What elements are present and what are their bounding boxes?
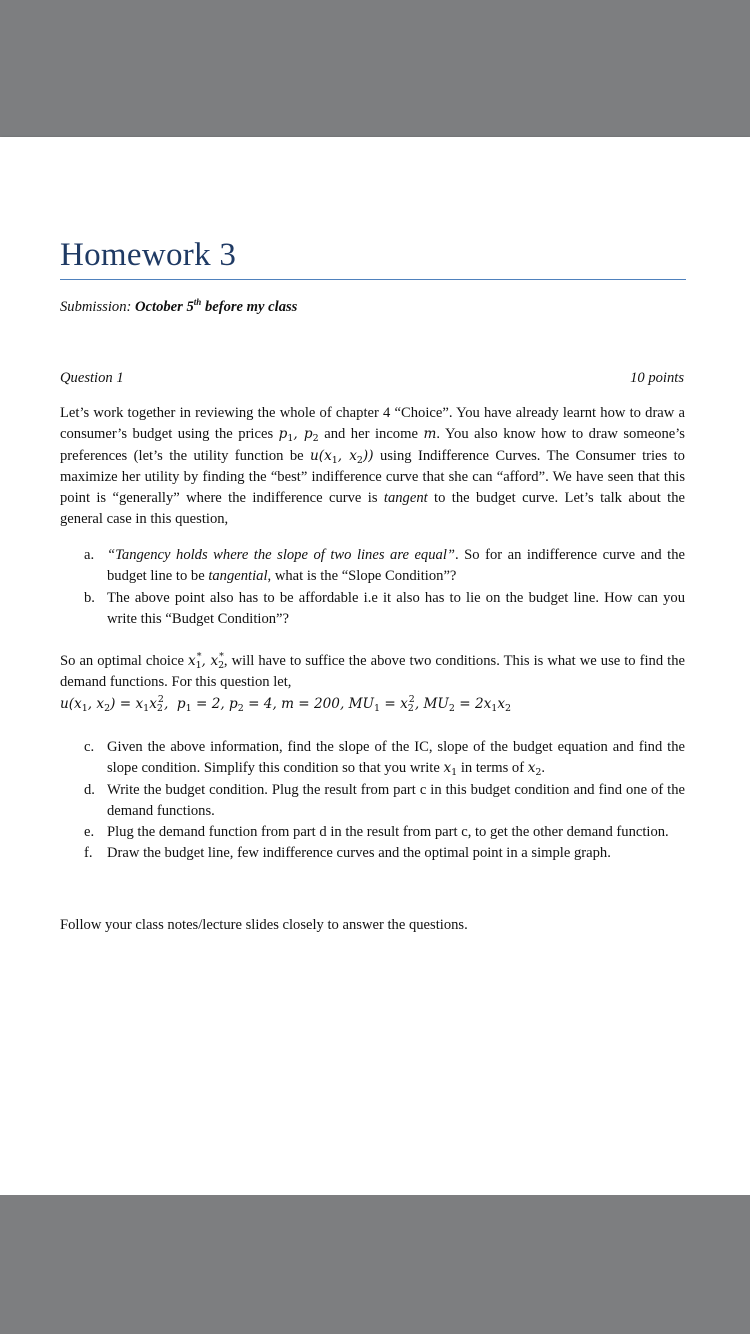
viewer-backdrop-top xyxy=(0,0,750,137)
list-item-f xyxy=(84,843,685,864)
list-item-e xyxy=(84,822,685,843)
item-f-text: Draw the budget line, few indifference curves and the optimal point in a simple graph. xyxy=(107,845,611,862)
item-b-text: The above point also has to be affordable i.e it also has to lie on the budget line. How can you write this “Budget Condition”? xyxy=(107,589,685,627)
list-marker: c. xyxy=(84,739,95,755)
question-header xyxy=(60,370,684,387)
intro-text-5: to the budget curve. Let’s talk about the general case in this question, xyxy=(60,490,685,528)
formula-problem-setup: $u(x_1$, $x_2) = x_1x_2^2$, $p_1 = 2$, $p_2 = 4$, m = 200, $MU_1 = x_2^2$, $MU_2 = 2x_1x_2$ xyxy=(60,693,512,714)
formula-prices: $p_1$, $p_2$ xyxy=(278,426,319,445)
item-c-text-3: . xyxy=(541,760,546,777)
optimal-paragraph xyxy=(60,651,685,715)
item-a-emphasis-2: tangential xyxy=(208,568,268,585)
viewer-backdrop-bottom xyxy=(0,1195,750,1334)
submission-prefix: Submission: xyxy=(60,299,135,315)
intro-text-2: and her income xyxy=(318,426,424,443)
list-ab xyxy=(84,545,685,630)
list-item-c xyxy=(84,737,685,780)
intro-emphasis: tangent xyxy=(383,490,428,507)
intro-paragraph xyxy=(60,403,685,531)
intro-text-1: Let’s work together in reviewing the whole of chapter 4 “Choice”. You have already learnt how to draw a consumer’s budget using the prices xyxy=(60,405,685,443)
list-item-a xyxy=(84,545,685,588)
submission-date-sup: th xyxy=(193,297,202,307)
page-title: Homework 3 xyxy=(60,237,237,273)
optimal-text-1: So an optimal choice xyxy=(60,653,188,669)
list-item-b xyxy=(84,588,685,631)
list-marker: d. xyxy=(84,781,95,798)
formula-x2: $x_2$ xyxy=(527,760,542,779)
item-d-text: Write the budget condition. Plug the result from part c in this budget condition and find one of the demand functions. xyxy=(107,781,685,819)
intro-text-3: . You also know how to draw someone’s preferences (let’s the utility function be xyxy=(60,426,685,464)
item-c-text-2: in terms of xyxy=(457,760,528,777)
list-marker: e. xyxy=(84,824,95,841)
formula-utility: $u(x_1$, $x_2$)) xyxy=(310,447,374,466)
list-marker: b. xyxy=(84,589,95,606)
item-e-text: Plug the demand function from part d in the result from part c, to get the other demand function. xyxy=(107,824,669,841)
submission-line xyxy=(60,299,297,316)
list-marker: a. xyxy=(84,547,95,563)
submission-suffix: before my class xyxy=(201,299,298,315)
title-underline xyxy=(60,279,686,280)
list-marker: f. xyxy=(84,845,93,862)
intro-text-4: using Indifference Curves. The Consumer tries to maximize her utility by finding the “best” indifference curve that she can “afford”. We have seen that this point is “generally” where the indifference curve is xyxy=(60,447,685,507)
optimal-text-2: , will have to suffice the above two conditions. This is what we use to find the demand functions. For this question let, xyxy=(60,653,685,691)
item-a-text-1: . So for an indifference curve and the budget line to be xyxy=(107,547,685,585)
submission-date: October 5 xyxy=(135,299,194,315)
document-page[interactable] xyxy=(0,137,750,1195)
list-item-d xyxy=(84,780,685,823)
formula-optimal-choice: $x_1^*$, $x_2^*$ xyxy=(187,651,225,671)
formula-x1: $x_1$ xyxy=(443,760,458,779)
question-points: 10 points xyxy=(630,370,684,386)
item-a-emphasis: “Tangency holds where the slope of two lines are equal” xyxy=(107,547,455,563)
item-c-text-1: Given the above information, find the slope of the IC, slope of the budget equation and find the slope condition. Simplify this condition so that you write xyxy=(107,739,685,777)
question-label: Question 1 xyxy=(60,370,124,386)
closing-paragraph: Follow your class notes/lecture slides closely to answer the questions. xyxy=(60,917,468,933)
list-cf xyxy=(84,737,685,865)
formula-income: m xyxy=(423,426,437,443)
item-a-text-2: , what is the “Slope Condition”? xyxy=(267,568,457,585)
